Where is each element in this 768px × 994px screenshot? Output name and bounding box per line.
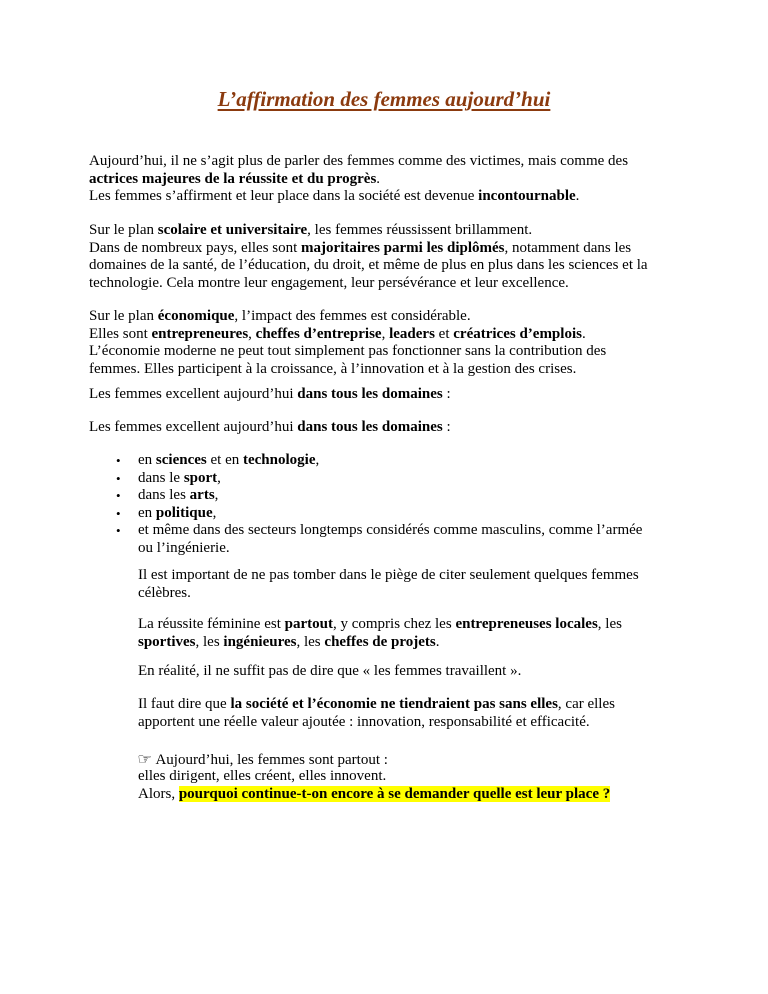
text-line: En réalité, il ne suffit pas de dire que « les femmes travaillent ». <box>138 663 522 679</box>
list-item: • et même dans des secteurs longtemps considérés comme masculins, comme l’armée ou l’ingénierie. <box>116 522 676 557</box>
text-line: L’économie moderne ne peut tout simplement pas fonctionner sans la contribution des femmes. Elles participent à la croissance, à l’innovation et à la gestion des crises. <box>89 343 607 377</box>
text-line: Il est important de ne pas tomber dans le piège de citer seulement quelques femmes célèbres. <box>138 567 639 601</box>
text-line: La réussite féminine est partout, y compris chez les entrepreneuses locales, les sportives, les ingénieures, les cheffes de projets. <box>138 616 622 650</box>
list-item: • en politique, <box>116 505 676 523</box>
text-line: Les femmes excellent aujourd’hui dans tous les domaines : <box>89 419 451 435</box>
text-line: Les femmes s’affirment et leur place dans la société est devenue incontournable. <box>89 188 580 204</box>
paragraph-domains-1 <box>89 386 689 404</box>
paragraph-reality <box>138 663 678 681</box>
highlighted-question: pourquoi continue-t-on encore à se demander quelle est leur place ? <box>178 785 611 802</box>
text-line: Sur le plan scolaire et universitaire, les femmes réussissent brillamment. <box>89 222 533 238</box>
text-line: Les femmes excellent aujourd’hui dans tous les domaines : <box>89 386 451 402</box>
list-item: • dans les arts, <box>116 487 676 505</box>
paragraph-domains-2 <box>89 419 689 437</box>
text-line: Dans de nombreux pays, elles sont majoritaires parmi les diplômés, notamment dans les domaines de la santé, de l’éducation, du droit, et même de plus en plus dans les sciences et la technologie. Cela montre leur engagement, leur persévérance et leur excellence. <box>89 239 648 291</box>
page-title: L’affirmation des femmes aujourd’hui <box>217 87 551 111</box>
pointing-hand-icon: ☞ <box>137 750 153 768</box>
paragraph-school <box>89 222 689 292</box>
text-line: Alors, pourquoi continue-t-on encore à se demander quelle est leur place ? <box>138 785 611 802</box>
list-item: • dans le sport, <box>116 470 676 488</box>
text-line: ☞ Aujourd’hui, les femmes sont partout : <box>137 750 388 768</box>
paragraph-celebrities <box>138 567 678 602</box>
paragraph-conclusion-cont <box>89 768 689 803</box>
paragraph-conclusion <box>138 751 738 770</box>
text-line: elles dirigent, elles créent, elles innovent. <box>138 768 387 784</box>
text-line: Aujourd’hui, il ne s’agit plus de parler des femmes comme des victimes, mais comme des actrices majeures de la réussite et du progrès. <box>89 153 629 187</box>
paragraph-success <box>138 616 678 651</box>
paragraph-intro <box>89 153 689 206</box>
domains-list <box>116 452 676 557</box>
list-item: • en sciences et en technologie, <box>116 452 676 470</box>
paragraph-society <box>138 696 678 731</box>
text-line: Sur le plan économique, l’impact des femmes est considérable. <box>89 308 471 324</box>
text-line: Il faut dire que la société et l’économie ne tiendraient pas sans elles, car elles apportent une réelle valeur ajoutée : innovation, responsabilité et efficacité. <box>138 696 615 730</box>
paragraph-economy <box>89 308 689 378</box>
text-line: Elles sont entrepreneures, cheffes d’entreprise, leaders et créatrices d’emplois. <box>89 325 586 342</box>
